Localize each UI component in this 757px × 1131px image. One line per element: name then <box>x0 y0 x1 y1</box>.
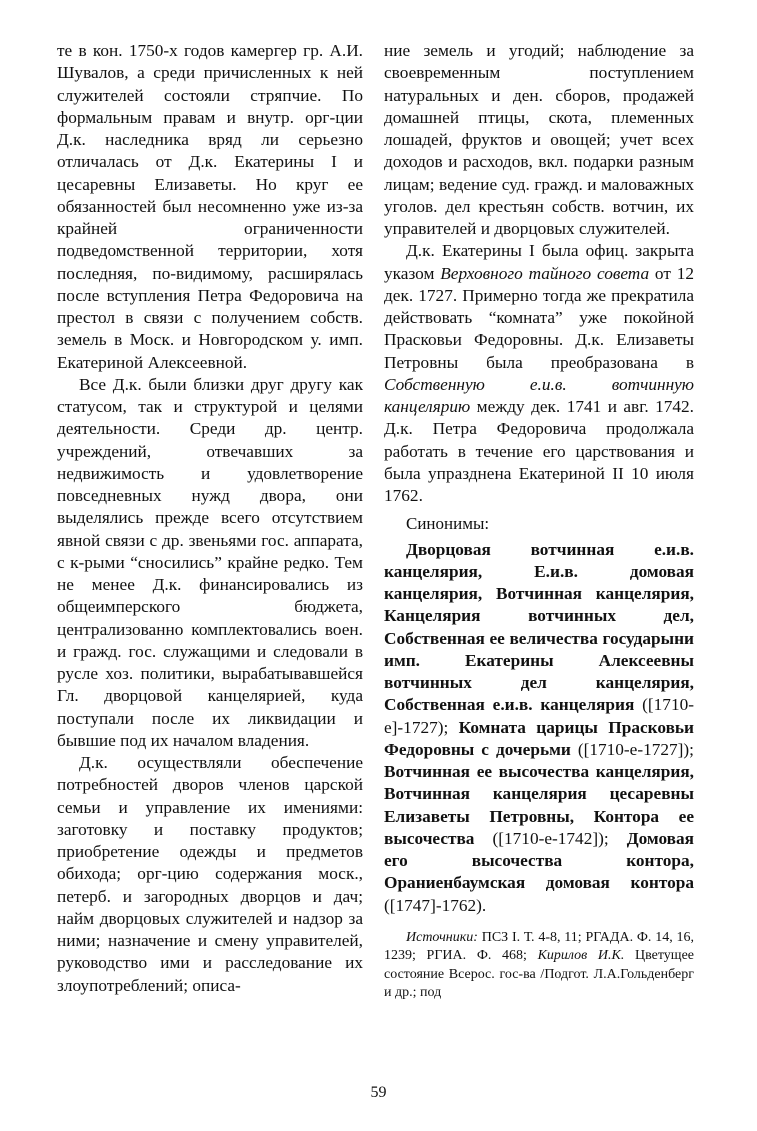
synonym-dates: ([1710-е-1727]); <box>570 739 694 759</box>
text-run: между дек. 1741 и авг. 1742. Д.к. Петра Федоровича продолжала работать в течение его царствования и была упразднена Екатериной II 10 июля 1762. <box>384 397 694 505</box>
sources-note <box>384 929 694 1003</box>
synonym-dates: ([1747]-1762). <box>384 895 487 915</box>
italic-term: Верховного тайного совета <box>440 263 650 283</box>
synonyms-heading: Синонимы: <box>406 514 490 534</box>
right-paragraph-1: ние земель и угодий; наблюдение за своевременным поступлением натуральных и ден. сборов, продажей домашней птицы, скота, племенных лошадей, фруктов и овощей; учет всех доходов и расходов, вкл. подарки разным лицам; ведение суд. гражд. и маловажных уголов. дел крестьян собств. вотчин, их управителей и дворцовых служителей. <box>384 41 694 238</box>
page-number: 59 <box>370 1084 387 1101</box>
sources-author: Кирилов И.К. <box>537 948 625 964</box>
left-column <box>57 40 363 997</box>
sources-text: ПСЗ I. Т. 4-8, 11; РГАДА. Ф. 14, 16, 1239; РГИА. Ф. 468; <box>384 929 694 964</box>
synonym-dates: ([1710-е]-1727); <box>384 695 694 737</box>
text-run: Д.к. Екатерины I была офиц. закрыта указом <box>384 241 694 283</box>
right-column <box>384 40 694 1003</box>
left-paragraph-2: Все Д.к. были близки друг другу как статусом, так и структурой и целями деятельности. Среди др. центр. учреждений, отвечавших за недвижимость и удовлетворение повседневных нужд двора, они выделялись прежде всего отсутствием явной связи с др. звеньями гос. аппарата, с к-рыми “сносились” крайне редко. Тем не менее Д.к. финансировались из общеимперского бюджета, централизованно комплектовались воен. и гражд. гос. служащими и следовали в русле хоз. политики, вырабатывавшейся Гл. дворцовой канцелярией, куда поступали после их ликвидации и бывшие под их началом владения. <box>57 374 363 750</box>
italic-term: Собственную е.и.в. вотчинную канцелярию <box>384 374 694 416</box>
synonym-names: Комната царицы Прасковьи Федоровны с дочерьми <box>384 717 694 759</box>
text-run: от 12 дек. 1727. Примерно тогда же прекратила действовать “комната” уже покойной Прасковьи Федоровны. Д.к. Елизаветы Петровны была преобразована в <box>384 263 694 372</box>
synonyms-list <box>384 539 694 917</box>
left-paragraph-1: те в кон. 1750-х годов камергер гр. А.И. Шувалов, а среди причисленных к ней служителей состояли стряпчие. По формальным правам и внутр. орг-ции Д.к. наследника вряд ли серьезно отличалась от Д.к. Екатерины I и цесаревны Елизаветы. Но круг ее обязанностей был несомненно уже из-за крайней ограниченности подведомственной территории, хотя последняя, по-видимому, расширялась после вступления Петра Федоровича на престол в связи с получением собств. земель в Моск. и Новгородском у. имп. Екатериной Алексеевной. <box>57 41 363 372</box>
left-paragraph-3: Д.к. осуществляли обеспечение потребностей дворов членов царской семьи и управление их имениями: заготовку и поставку продуктов; приобретение одежды и предметов обихода; орг-цию содержания моск., петерб. и загородных дворцов и дач; найм дворцовых служителей и надзор за ними; назначение и смену управителей, руководство ими и расследование их злоупотреблений; описа- <box>57 753 363 995</box>
sources-text: Цветущее состояние Всерос. гос-ва /Подгот. Л.А.Гольденберг и др.; под <box>384 948 695 1001</box>
synonym-names: Домовая его высочества контора, Ораниенбаумская домовая контора <box>384 828 694 893</box>
sources-label: Источники: <box>406 929 478 945</box>
synonym-names: Дворцовая вотчинная е.и.в. канцелярия, Е.и.в. домовая канцелярия, Вотчинная канцелярия, Канцелярия вотчинных дел, Собственная ее величества государыни имп. Екатерины Алексеевны вотчинных дел канцелярия, Собственная е.и.в. канцелярия <box>384 539 694 715</box>
synonym-dates: ([1710-е-1742]); <box>474 828 627 848</box>
right-paragraph-2 <box>384 240 694 507</box>
synonym-names: Вотчинная ее высочества канцелярия, Вотчинная канцелярия цесаревны Елизаветы Петровны, Контора ее высочества <box>384 762 694 848</box>
